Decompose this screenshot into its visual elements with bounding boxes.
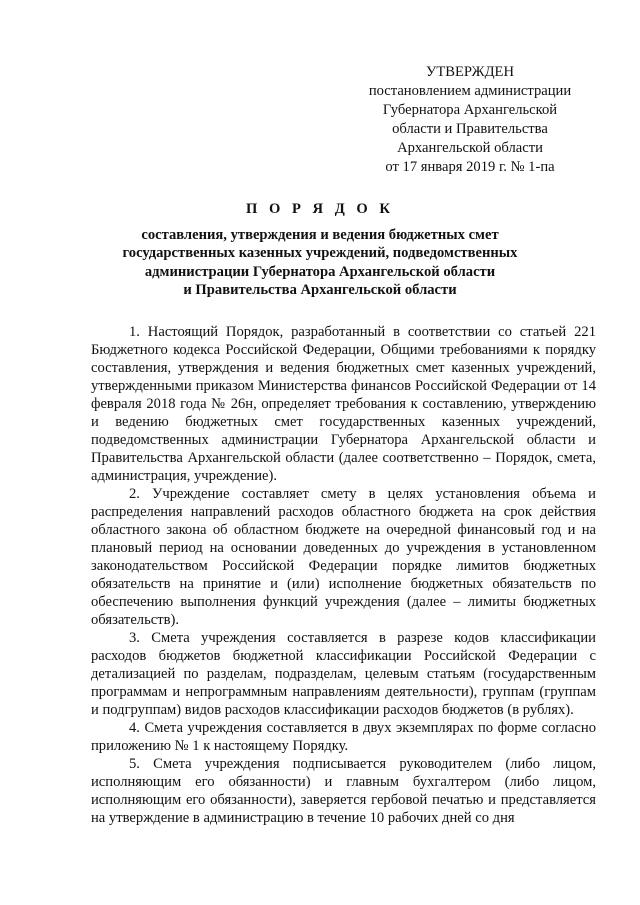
document-body	[91, 323, 596, 827]
approval-line: Губернатора Архангельской	[382, 102, 558, 118]
approval-line: области и Правительства	[392, 121, 548, 137]
title-line: администрации Губернатора Архангельской области	[144, 263, 496, 280]
approval-line: УТВЕРЖДЕН	[426, 64, 514, 80]
paragraph-2: 2. Учреждение составляет смету в целях установления объема и распределения направлений расходов областного бюджета на срок действия областного закона об областном бюджете на очередной финансовый год и на плановый период на основании доведенных до учреждения в установленном законодательством Российской Федерации порядке лимитов бюджетных обязательств на принятие и (или) исполнение бюджетных обязательств по обеспечению выполнения функций учреждения (далее – лимиты бюджетных обязательств).	[91, 486, 596, 628]
paragraph-1: 1. Настоящий Порядок, разработанный в соответствии со статьей 221 Бюджетного кодекса Российской Федерации, Общими требованиями к порядку составления, утверждения и ведения бюджетных смет казенных учреждений, утвержденными приказом Министерства финансов Российской Федерации от 14 февраля 2018 года № 26н, определяет требования к составлению, утверждению и ведению бюджетных смет государственных казенных учреждений, подведомственных администрации Губернатора Архангельской области и Правительства Архангельской области (далее соответственно – Порядок, смета, администрация, учреждение).	[91, 324, 596, 484]
approval-line: от 17 января 2019 г. № 1-па	[385, 159, 555, 175]
paragraph-3: 3. Смета учреждения составляется в разрезе кодов классификации расходов бюджетов бюджетной классификации Российской Федерации с детализацией по разделам, подразделам, целевым статьям (государственным программам и непрограммным направлениям деятельности), группам (группам и подгруппам) видов расходов классификации расходов бюджетов (в рублях).	[91, 630, 596, 718]
paragraph-4: 4. Смета учреждения составляется в двух экземплярах по форме согласно приложению № 1 к настоящему Порядку.	[91, 720, 596, 754]
approval-stamp	[355, 63, 585, 177]
title-line: и Правительства Архангельской области	[183, 282, 457, 298]
title-line: составления, утверждения и ведения бюджетных смет	[141, 226, 499, 243]
title-line: государственных казенных учреждений, подведомственных	[122, 245, 518, 261]
approval-line: Архангельской области	[397, 140, 543, 156]
document-title	[60, 200, 580, 300]
title-heading: П О Р Я Д О К	[245, 201, 395, 217]
paragraph-5: 5. Смета учреждения подписывается руководителем (либо лицом, исполняющим его обязанности) и главным бухгалтером (либо лицом, исполняющим его обязанности), заверяется гербовой печатью и представляется на утверждение в администрацию в течение 10 рабочих дней со дня	[91, 756, 596, 826]
approval-line: постановлением администрации	[368, 83, 572, 99]
